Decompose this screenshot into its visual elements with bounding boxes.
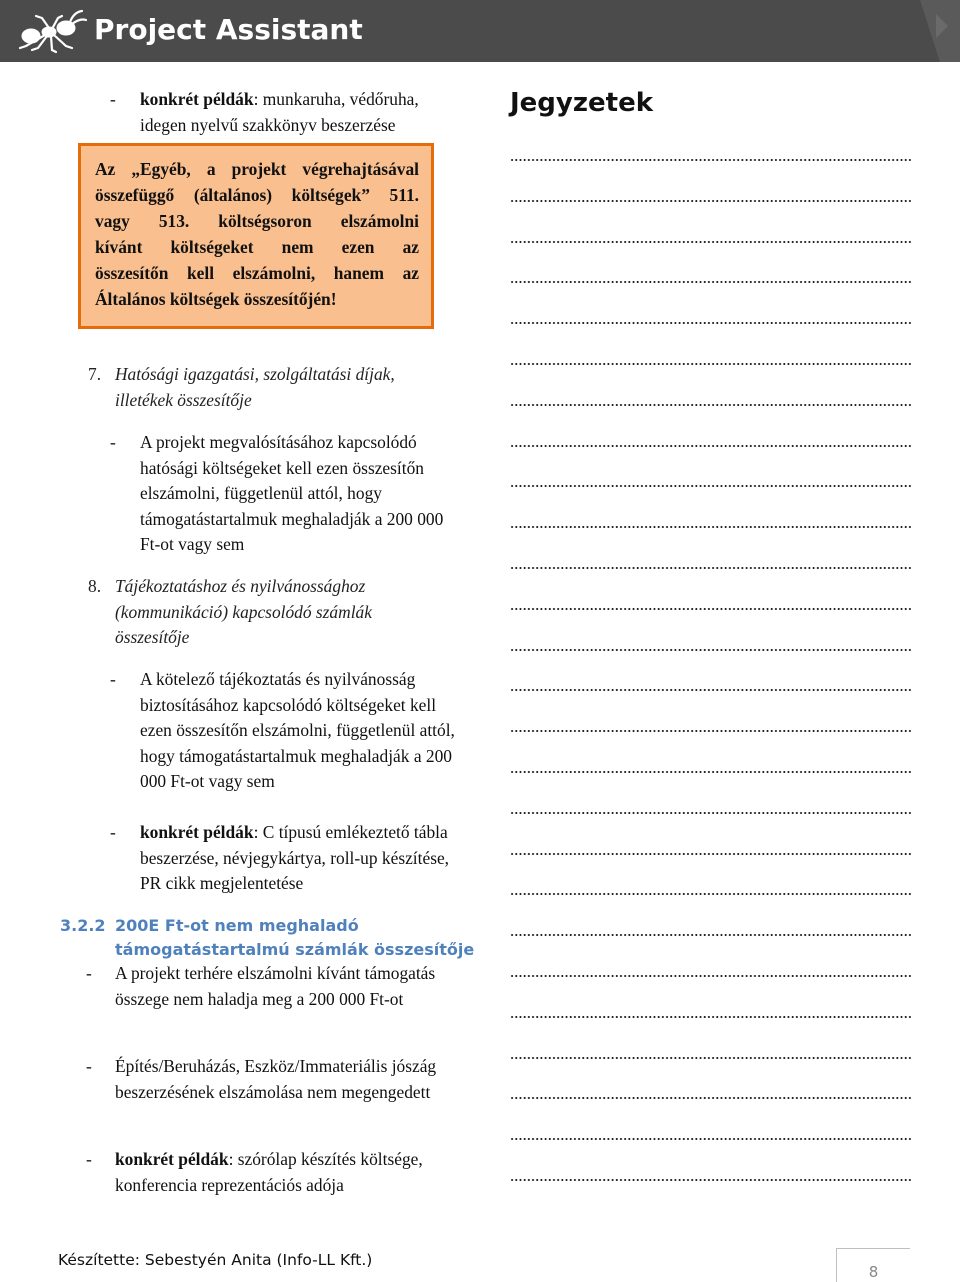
list-item — [86, 961, 456, 1012]
note-dotted-line — [510, 198, 912, 202]
list-item — [110, 820, 460, 897]
list-item-rest: : szórólap készítés költsége, konferencia reprezentációs adója — [115, 1149, 423, 1195]
note-dotted-line — [510, 932, 912, 936]
note-dotted-line — [510, 647, 912, 651]
list-item — [86, 1054, 456, 1105]
bold-label: konkrét példák — [140, 822, 254, 842]
note-line: Általános költségek összesítőjén! — [95, 289, 337, 309]
list-item-text: A projekt terhére elszámolni kívánt támogatás összege nem haladja meg a 200 000 Ft-ot — [115, 963, 436, 1009]
note-dotted-line — [510, 1055, 912, 1059]
bold-label: konkrét példák — [140, 89, 254, 109]
subsection-number: 3.2.2 — [60, 916, 106, 935]
note-dotted-line — [510, 891, 912, 895]
bullet-dash: - — [110, 822, 116, 842]
section-title: Hatósági igazgatási, szolgáltatási díjak, illetékek összesítője — [115, 364, 395, 410]
note-dotted-line — [510, 687, 912, 691]
list-item-text — [140, 87, 460, 138]
section-8-heading — [88, 574, 418, 651]
page-header — [0, 0, 960, 62]
note-dotted-line — [510, 239, 912, 243]
list-item-rest: : C típusú emlékeztető tábla beszerzése, névjegykártya, roll-up készítése, PR cikk megjelentetése — [140, 822, 450, 894]
note-dotted-line — [510, 320, 912, 324]
note-dotted-line — [510, 361, 912, 365]
list-item — [110, 87, 460, 138]
list-item — [110, 667, 460, 795]
section-7-heading — [88, 362, 438, 413]
section-title: Tájékoztatáshoz és nyilvánossághoz (kommunikáció) kapcsolódó számlák összesítője — [115, 576, 372, 648]
note-dotted-line — [510, 810, 912, 814]
list-item — [86, 1147, 466, 1198]
page-number-box — [836, 1248, 910, 1282]
bold-label: konkrét példák — [115, 1149, 229, 1169]
note-dotted-line — [510, 1136, 912, 1140]
note-dotted-line — [510, 483, 912, 487]
section-title-wrap — [88, 362, 438, 413]
note-line: kívánt költségeket nem ezen az — [95, 237, 419, 257]
list-item-text: A projekt megvalósításához kapcsolódó hatósági költségeket kell ezen összesítőn elszámolni, függetlenül attól, hogy támogatástartalmuk meghaladják a 200 000 Ft-ot vagy sem — [140, 432, 444, 555]
note-dotted-line — [510, 728, 912, 732]
note-line: összesítőn kell elszámolni, hanem az — [95, 263, 419, 283]
note-dotted-line — [510, 769, 912, 773]
section-number: 7. — [88, 364, 102, 384]
list-item-text — [140, 820, 460, 897]
note-dotted-line — [510, 1177, 912, 1181]
ant-logo-icon — [14, 8, 88, 54]
bullet-dash: - — [86, 1149, 92, 1169]
footer-author: Készítette: Sebestyén Anita (Info-LL Kft.) — [58, 1251, 373, 1269]
list-item-text — [115, 1147, 466, 1198]
note-dotted-line — [510, 279, 912, 283]
list-item — [110, 430, 460, 558]
note-dotted-line — [510, 1014, 912, 1018]
note-dotted-line — [510, 402, 912, 406]
note-line: vagy 513. költségsoron elszámolni — [95, 211, 419, 231]
brand-title: Project Assistant — [94, 13, 363, 46]
note-dotted-line — [510, 524, 912, 528]
list-item-rest: : munkaruha, védőruha, idegen nyelvű szakkönyv beszerzése — [140, 89, 419, 135]
bullet-dash: - — [86, 963, 92, 983]
subsection-title: 200E Ft-ot nem meghaladó támogatástartalmú számlák összesítője — [115, 916, 475, 959]
note-dotted-line — [510, 565, 912, 569]
note-line: összefüggő (általános) költségek” 511. — [95, 185, 419, 205]
corner-decoration — [900, 0, 960, 62]
bullet-dash: - — [110, 669, 116, 689]
page-number: 8 — [868, 1263, 879, 1281]
note-dotted-line — [510, 851, 912, 855]
note-dotted-line — [510, 1095, 912, 1099]
notes-title: Jegyzetek — [510, 88, 653, 118]
note-dotted-line — [510, 443, 912, 447]
bullet-dash: - — [110, 89, 116, 109]
note-dotted-line — [510, 157, 912, 161]
warning-note-box — [78, 143, 434, 329]
list-item-text: A kötelező tájékoztatás és nyilvánosság biztosításához kapcsolódó költségeket kell ezen összesítőn elszámolni, függetlenül attól, hogy támogatástartalmuk meghaladják a 200 000 Ft-ot vagy sem — [140, 669, 455, 792]
bullet-dash: - — [86, 1056, 92, 1076]
bullet-dash: - — [110, 432, 116, 452]
note-line: Az „Egyéb, a projekt végrehajtásával — [95, 159, 419, 179]
list-item-text: Építés/Beruházás, Eszköz/Immateriális jószág beszerzésének elszámolása nem megengedett — [115, 1056, 437, 1102]
note-dotted-line — [510, 606, 912, 610]
note-dotted-line — [510, 973, 912, 977]
section-number: 8. — [88, 576, 102, 596]
